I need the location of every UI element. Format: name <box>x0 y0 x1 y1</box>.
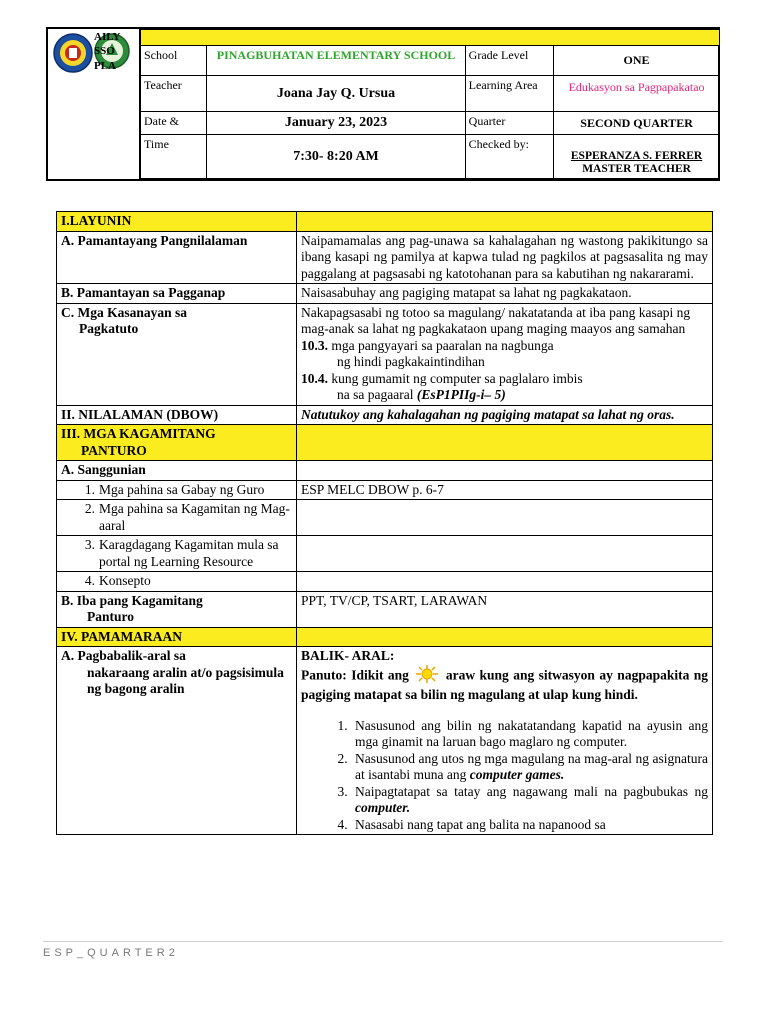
list-item: 4. Nasasabi nang tapat ang balita na napanood sa <box>351 817 708 834</box>
school-label: School <box>141 46 207 76</box>
row-label: II. NILALAMAN (DBOW) <box>57 405 297 425</box>
time-value: 7:30- 8:20 AM <box>207 135 465 179</box>
row-value: PPT, TV/CP, TSART, LARAWAN <box>297 591 713 627</box>
grade-label: Grade Level <box>465 46 553 76</box>
row-pamantayan-sa-pagganap <box>57 284 713 304</box>
checked-label: Checked by: <box>465 135 553 179</box>
row-label: 3. Karagdagang Kagamitan mula sa portal ng Learning Resource <box>57 536 297 572</box>
learning-area: Edukasyon sa Pagpapakatao <box>554 76 720 112</box>
school-logos <box>48 29 138 89</box>
row-value: Naipamamalas ang pag-unawa sa kahalagahan ng wastong pakikitungo sa ibang kasapi ng pamilya at kapwa tulad ng pagkilos at pagsasalita ng may paggalang at pagsasabi ng katotohanan para sa kabutihan ng nakararami. <box>297 231 713 284</box>
balik-aral-list <box>301 718 708 834</box>
section-layunin <box>57 212 713 232</box>
row-gabay-guro <box>57 480 713 500</box>
row-balik-aral <box>57 647 713 835</box>
checker-title: MASTER TEACHER <box>582 163 691 175</box>
checker-name: ESPERANZA S. FERRER <box>570 150 703 162</box>
area-label: Learning Area <box>465 76 553 112</box>
section-title: I.LAYUNIN <box>57 212 297 232</box>
row-label: B. Pamantayan sa Pagganap <box>57 284 297 304</box>
time-label: Time <box>141 135 207 179</box>
row-value: ESP MELC DBOW p. 6-7 <box>297 480 713 500</box>
row-label: 2. Mga pahina sa Kagamitan ng Mag-aaral <box>57 500 297 536</box>
sun-icon <box>413 665 441 688</box>
svg-text:PLA: PLA <box>94 60 116 72</box>
quarter-value: SECOND QUARTER <box>554 112 720 135</box>
section-title: IV. PAMAMARAAN <box>57 627 297 647</box>
list-item: 3. Naipagtatapat sa tatay ang nagawang mali na pagbubukas ng computer. <box>351 784 708 817</box>
row-value: Natutukoy ang kahalagahan ng pagiging matapat sa lahat ng oras. <box>297 405 713 425</box>
kasanayan-10-4: 10.4. kung gumamit ng computer sa paglalaro imbis <box>301 370 583 386</box>
school-seal-icon <box>54 34 92 72</box>
footer-divider <box>43 941 723 942</box>
balik-aral-title: BALIK- ARAL: <box>301 648 395 663</box>
teacher-label: Teacher <box>141 76 207 112</box>
quarter-label: Quarter <box>465 112 553 135</box>
row-iba-pang-kagamitan <box>57 591 713 627</box>
date-value: January 23, 2023 <box>207 112 465 135</box>
row-konsepto <box>57 572 713 592</box>
melc-code: (EsP1PIIg-i– 5) <box>416 387 506 402</box>
list-item: 1. Nasusunod ang bilin ng nakatatandang kapatid na ayusin ang mga ginamit na laruan bago maglaro ng computer. <box>351 718 708 751</box>
svg-text:SSO: SSO <box>94 45 115 57</box>
svg-text:AILY: AILY <box>94 31 121 43</box>
school-name: PINAGBUHATAN ELEMENTARY SCHOOL <box>207 46 465 76</box>
row-label: A. Sanggunian <box>57 461 297 481</box>
section-title: III. MGA KAGAMITANG PANTURO <box>57 425 297 461</box>
row-label: 1. Mga pahina sa Gabay ng Guro <box>57 480 297 500</box>
section-kagamitan <box>57 425 713 461</box>
kasanayan-text: Nakapagsasabi ng totoo sa magulang/ nakatatanda at iba pang kasapi ng mag-anak sa lahat ng pagkakataon upang maging maayos ang samahan <box>301 304 691 336</box>
row-sanggunian <box>57 461 713 481</box>
row-karagdagang-kagamitan <box>57 536 713 572</box>
grade-value: ONE <box>554 46 720 76</box>
row-pamantayang-pangnilalaman <box>57 231 713 284</box>
checked-by <box>554 135 720 179</box>
row-value: Naisasabuhay ang pagiging matapat sa lahat ng pagkakataon. <box>297 284 713 304</box>
teacher-name: Joana Jay Q. Ursua <box>207 76 465 112</box>
row-kasanayan <box>57 303 713 405</box>
logo-cell <box>48 29 140 179</box>
list-item: 2. Nasusunod ang utos ng mga magulang na mag-aral ng asignatura at isantabi muna ang computer games. <box>351 751 708 784</box>
kasanayan-10-3: 10.3. mga pangyayari sa paaralan na nagbunga <box>301 337 554 353</box>
row-label: C. Mga Kasanayan sa Pagkatuto <box>57 303 297 405</box>
header-top-bar <box>141 30 720 46</box>
row-nilalaman <box>57 405 713 425</box>
row-value: Nakapagsasabi ng totoo sa magulang/ nakatatanda at iba pang kasapi ng mag-anak sa lahat ng pagkakataon upang maging maayos ang samahan 10.3. mga pangyayari sa paaralan na nagbunga ng hindi pagkakaintindihan 10.4. kung gumamit ng computer sa paglalaro imbis na sa pagaaral (EsP1PIIg-i– 5) <box>297 303 713 405</box>
row-kagamitan-mag-aaral <box>57 500 713 536</box>
row-value <box>297 647 713 835</box>
lesson-plan-table <box>56 211 713 835</box>
date-label: Date & <box>141 112 207 135</box>
row-label: B. Iba pang Kagamitang Panturo <box>57 591 297 627</box>
row-label: A. Pagbabalik-aral sa nakaraang aralin at/o pagsisimula ng bagong aralin <box>57 647 297 835</box>
panuto: Panuto: Idikit ang araw kung ang sitwasyon ay nagpapakita ng pagiging matapat sa bilin ng magulang at ulap kung hindi. <box>301 665 708 704</box>
lesson-header <box>46 27 720 181</box>
row-label: 4. Konsepto <box>57 572 297 592</box>
row-label: A. Pamantayang Pangnilalaman <box>57 231 297 284</box>
page-footer: ESP_QUARTER2 <box>43 947 179 959</box>
section-pamamaraan <box>57 627 713 647</box>
